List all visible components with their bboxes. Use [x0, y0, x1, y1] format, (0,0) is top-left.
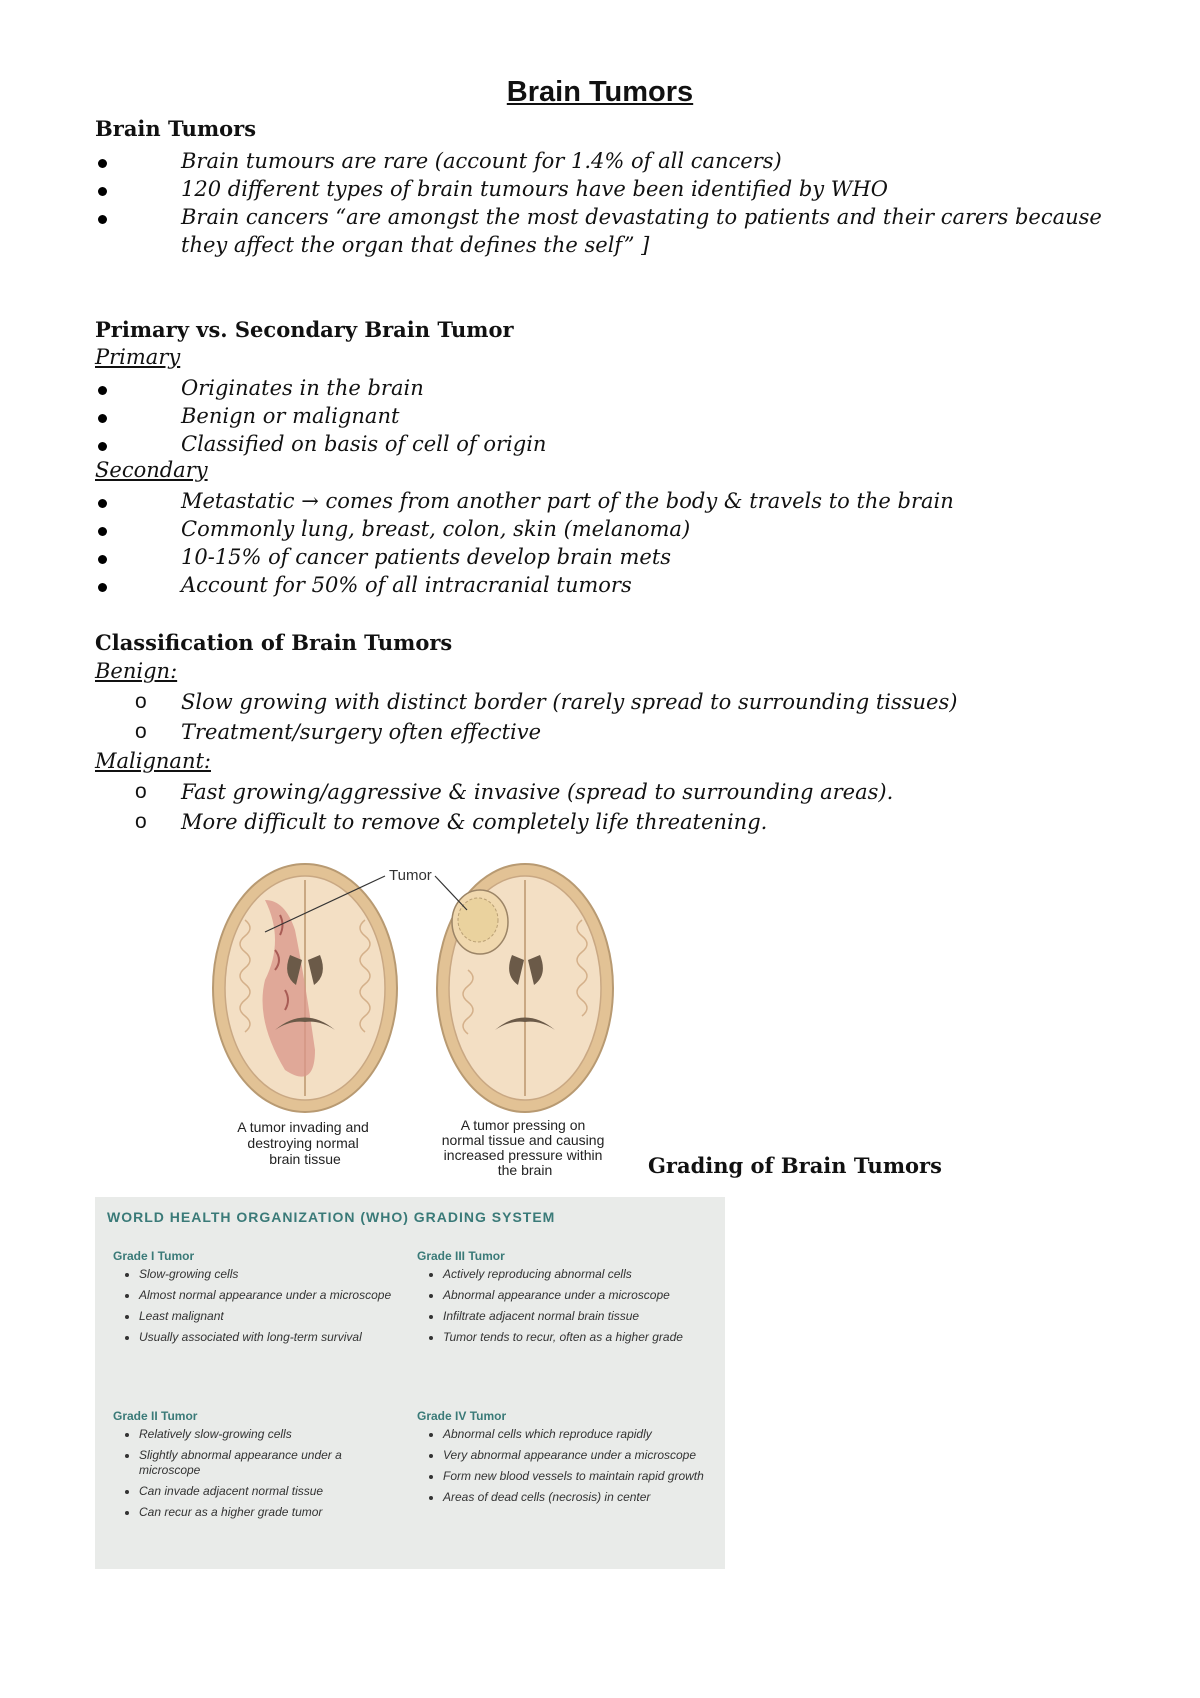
list-item: Metastatic → comes from another part of the body & travels to the brain [95, 487, 1115, 515]
caption-right: A tumor pressing on normal tissue and causing increased pressure within the brain [441, 1117, 605, 1178]
list-item: o Fast growing/aggressive & invasive (spread to surrounding areas). [95, 777, 1115, 807]
list-item: • Slow-growing cells [139, 1267, 393, 1282]
circle-bullet-icon: o [135, 720, 147, 743]
who-grading-title: WORLD HEALTH ORGANIZATION (WHO) GRADING SYSTEM [107, 1209, 556, 1225]
list-item: Originates in the brain [95, 374, 1115, 402]
bullet-icon [98, 386, 107, 395]
bullet-icon [98, 159, 107, 168]
list-item: • Abnormal appearance under a microscope [443, 1288, 707, 1303]
section-heading-grading: Grading of Brain Tumors [648, 1153, 942, 1178]
intro-list [95, 147, 1115, 259]
list-item: • Actively reproducing abnormal cells [443, 1267, 707, 1282]
list-item: • Abnormal cells which reproduce rapidly [443, 1427, 707, 1442]
grade-3-heading: Grade III Tumor [417, 1249, 505, 1263]
page-title: Brain Tumors [506, 76, 694, 108]
bullet-icon [98, 442, 107, 451]
list-item: Brain tumours are rare (account for 1.4% of all cancers) [95, 147, 1115, 175]
grade-1-heading: Grade I Tumor [113, 1249, 195, 1263]
bullet-icon [98, 527, 107, 536]
benign-label: Benign: [95, 659, 178, 683]
tumor-label: Tumor [389, 867, 432, 884]
list-item: • Almost normal appearance under a microscope [139, 1288, 393, 1303]
secondary-list [95, 487, 1115, 599]
list-item: o Treatment/surgery often effective [95, 717, 1115, 747]
grade-2-heading: Grade II Tumor [113, 1409, 198, 1423]
bullet-icon [98, 583, 107, 592]
list-item: • Infiltrate adjacent normal brain tissue [443, 1309, 707, 1324]
list-item: Classified on basis of cell of origin [95, 430, 1115, 458]
bullet-icon [98, 215, 107, 224]
malignant-list [95, 777, 1115, 837]
section-heading-classification: Classification of Brain Tumors [95, 630, 453, 655]
list-item: • Tumor tends to recur, often as a higher grade [443, 1330, 707, 1345]
circle-bullet-icon: o [135, 690, 147, 713]
list-item: • Areas of dead cells (necrosis) in center [443, 1490, 707, 1505]
grade-3-panel [417, 1249, 707, 1351]
grade-4-heading: Grade IV Tumor [417, 1409, 507, 1423]
list-item: 10-15% of cancer patients develop brain mets [95, 543, 1115, 571]
brain-illustration [205, 860, 625, 1180]
grade-4-panel [417, 1409, 707, 1511]
list-item: 120 different types of brain tumours have been identified by WHO [95, 175, 1115, 203]
circle-bullet-icon: o [135, 810, 147, 833]
list-item: o More difficult to remove & completely life threatening. [95, 807, 1115, 837]
section-heading-primary-secondary: Primary vs. Secondary Brain Tumor [95, 317, 514, 342]
grade-2-panel [113, 1409, 393, 1526]
caption-left: A tumor invading and destroying normal brain tissue [237, 1119, 369, 1167]
list-item: Account for 50% of all intracranial tumors [95, 571, 1115, 599]
who-grading-table [95, 1197, 725, 1569]
brain-tumor-figure [205, 860, 625, 1180]
bullet-icon [98, 414, 107, 423]
malignant-label: Malignant: [95, 749, 211, 773]
list-item: Brain cancers “are amongst the most devastating to patients and their carers because they affect the organ that defines the self” ] [95, 203, 1115, 259]
bullet-icon [98, 555, 107, 564]
list-item: • Relatively slow-growing cells [139, 1427, 393, 1442]
list-item: Benign or malignant [95, 402, 1115, 430]
list-item: o Slow growing with distinct border (rarely spread to surrounding tissues) [95, 687, 1115, 717]
benign-list [95, 687, 1115, 747]
intro-heading: Brain Tumors [95, 116, 257, 141]
bullet-icon [98, 499, 107, 508]
list-item: • Usually associated with long-term survival [139, 1330, 393, 1345]
tumor-pointer-right [435, 876, 467, 910]
primary-list [95, 374, 1115, 458]
list-item: • Slightly abnormal appearance under a microscope [139, 1448, 393, 1478]
secondary-label: Secondary [95, 458, 208, 482]
grade-1-panel [113, 1249, 393, 1351]
list-item: • Very abnormal appearance under a microscope [443, 1448, 707, 1463]
bullet-icon [98, 187, 107, 196]
list-item: Commonly lung, breast, colon, skin (melanoma) [95, 515, 1115, 543]
primary-label: Primary [95, 345, 181, 369]
circle-bullet-icon: o [135, 780, 147, 803]
list-item: • Least malignant [139, 1309, 393, 1324]
left-brain-image [213, 864, 397, 1112]
right-brain-image [437, 864, 613, 1112]
list-item: • Can invade adjacent normal tissue [139, 1484, 393, 1499]
list-item: • Form new blood vessels to maintain rapid growth [443, 1469, 707, 1484]
list-item: • Can recur as a higher grade tumor [139, 1505, 393, 1520]
